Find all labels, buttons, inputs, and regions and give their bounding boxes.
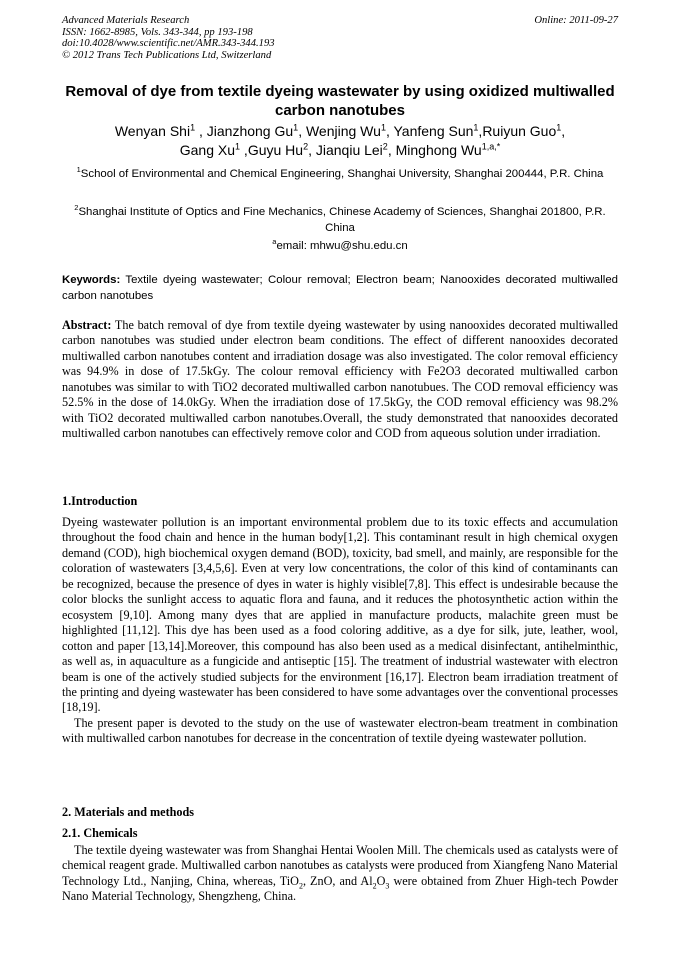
paper-title: Removal of dye from textile dyeing wastewater by using oxidized multiwalled carbon nanotubes [65,83,615,119]
copyright: © 2012 Trans Tech Publications Ltd, Switzerland [62,49,272,61]
keywords-text: Textile dyeing wastewater; Colour removal; Electron beam; Nanooxides decorated multiwalled carbon nanotubes [62,274,618,302]
author-sep: , [308,142,316,158]
author-sup: 2 [382,141,388,152]
author-sup: 1 [380,122,386,133]
chem-subscript: 2 [298,881,303,891]
chem-subscript: 2 [372,881,377,891]
abstract-label: Abstract: [62,318,112,332]
online-date: Online: 2011-09-27 [534,15,618,26]
doi: doi:10.4028/www.scientific.net/AMR.343-344.193 [62,38,275,50]
chem-text: The textile dyeing wastewater was from Shanghai Hentai Woolen Mill. The chemicals used as catalysts were of chemical reagent grade. Multiwalled carbon nanotubes as catalysts were produced from Xiangfeng Nano Material Technology Ltd., Nanjing, China, whereas, TiO [62,843,618,888]
chemicals-paragraph [62,843,618,905]
affiliation-text: School of Environmental and Chemical Engineering, Shanghai University, Shanghai 200444, P.R. China [80,168,604,180]
email-line [62,238,618,254]
issn: ISSN: 1662-8985, Vols. 343-344, pp 193-198 [62,26,253,38]
author-sep: , [561,123,566,139]
affiliation-sup: 1 [76,165,81,175]
author: Wenjing Wu [305,123,381,139]
section-heading-methods: 2. Materials and methods [62,805,195,819]
introduction-section [62,515,618,747]
email-text: email: mhwu@shu.edu.cn [276,240,408,252]
author-list [62,122,618,160]
chem-text: O [376,873,386,888]
author: Guyu Hu [247,142,304,158]
author-sep: , [387,142,396,158]
chem-text: , ZnO, and Al [302,873,373,888]
author: Jianzhong Gu [206,123,294,139]
author: Wenyan Shi [114,123,191,139]
affiliation-text: Shanghai Institute of Optics and Fine Mechanics, Chinese Academy of Sciences, Shanghai 201800, P.R. China [78,206,606,234]
author-sep: , [240,142,248,158]
keywords [62,273,618,304]
author-sup: 1 [556,122,562,133]
author-sup: 2 [303,141,309,152]
author-sup: 1 [190,122,196,133]
affiliation-2 [62,204,618,236]
author-sep: , [195,123,207,139]
abstract-text: The batch removal of dye from textile dyeing wastewater by using nanooxides decorated multiwalled carbon nanotubes was studied under electron beam conditions. The effect of different nanooxides decorated multiwalled carbon nanotubes content and irradiation dosage was also investigated. The color removal efficiency was 94.9% in dose of 17.5kGy. The colour removal efficiency with Fe2O3 decorated multiwalled carbon nanotubes was similar to with TiO2 decorated multiwalled carbon nanotubues. The COD removal efficiency was 52.5% in the dose of 14.0kGy. When the irradiation dose of 17.5kGy, the COD removal efficiency was 98.2% with TiO2 decorated multiwalled carbon nanotubes.Overall, the study demonstrated that nanooxides decorated multiwalled carbon nanotubes can effectively remove color and COD from aqueous solution under irradiation. [62,318,618,441]
author: Jianqiu Lei [315,142,383,158]
subsection-heading-chemicals: 2.1. Chemicals [62,826,138,840]
author: Gang Xu [179,142,236,158]
author: Minghong Wu [395,142,482,158]
author-sup: 1 [235,141,241,152]
email-sup: a [272,237,277,247]
intro-paragraph-1: Dyeing wastewater pollution is an important environmental problem due to its toxic effects and accumulation throughout the food chain and hence in the human body[1,2]. This contaminant result in high chemical oxygen demand (COD), high biochemical oxygen demand (BOD), toxicity, bad smell, and mainly, are responsible for the coloration of wastewaters [3,4,5,6]. Even at very low concentrations, the color of this kind of contaminants can be recognized, because the presence of dyes in water is highly visible[7,8]. This effect is undesirable because the color blocks the sunlight access to aquatic flora and fauna, and it reduces the photosynthetic action within the ecosystem [9,10]. Among many dyes that are applied in manufacture products, malachite green must be highlighted [11,12]. This dye has been used as a food coloring additive, as a dye for silk, jute, leather, wool, cotton and paper [13,14].Moreover, this compound has also been used as a medical disinfectant, antihelminthic, as well as, in aquaculture as a fungicide and antiseptic [15]. The treatment of industrial wastewater with electron beam is one of the actively studied subjects for the environment [16,17]. Electron beam irradiation treatment of the printing and dyeing wastewater has been considered to have some advantages over the conventional processes [18,19]. [62,515,618,715]
chem-subscript: 3 [385,881,390,891]
author-sup: 1 [293,122,299,133]
journal-header [62,15,618,61]
author-sep: , [385,123,394,139]
author: Ruiyun Guo [482,123,557,139]
affiliation-1 [62,166,618,182]
abstract [62,318,618,442]
keywords-label: Keywords: [62,274,121,286]
author: Yanfeng Sun [393,123,474,139]
section-heading-introduction: 1.Introduction [62,494,138,508]
intro-paragraph-2: The present paper is devoted to the study on the use of wastewater electron-beam treatment in combination with multiwalled carbon nanotubes for decrease in the concentration of textile dyeing wastewater pollution. [62,715,618,746]
author-sep: , [478,123,483,139]
journal-name: Advanced Materials Research [62,15,190,26]
affiliation-sup: 2 [74,203,79,213]
chem-text: were obtained from Zhuer High-tech Powder Nano Material Technology, Shengzheng, China. [62,873,619,904]
author-sup: 1 [473,122,479,133]
author-sup: 1,a,* [481,141,501,152]
author-sep: , [298,123,306,139]
